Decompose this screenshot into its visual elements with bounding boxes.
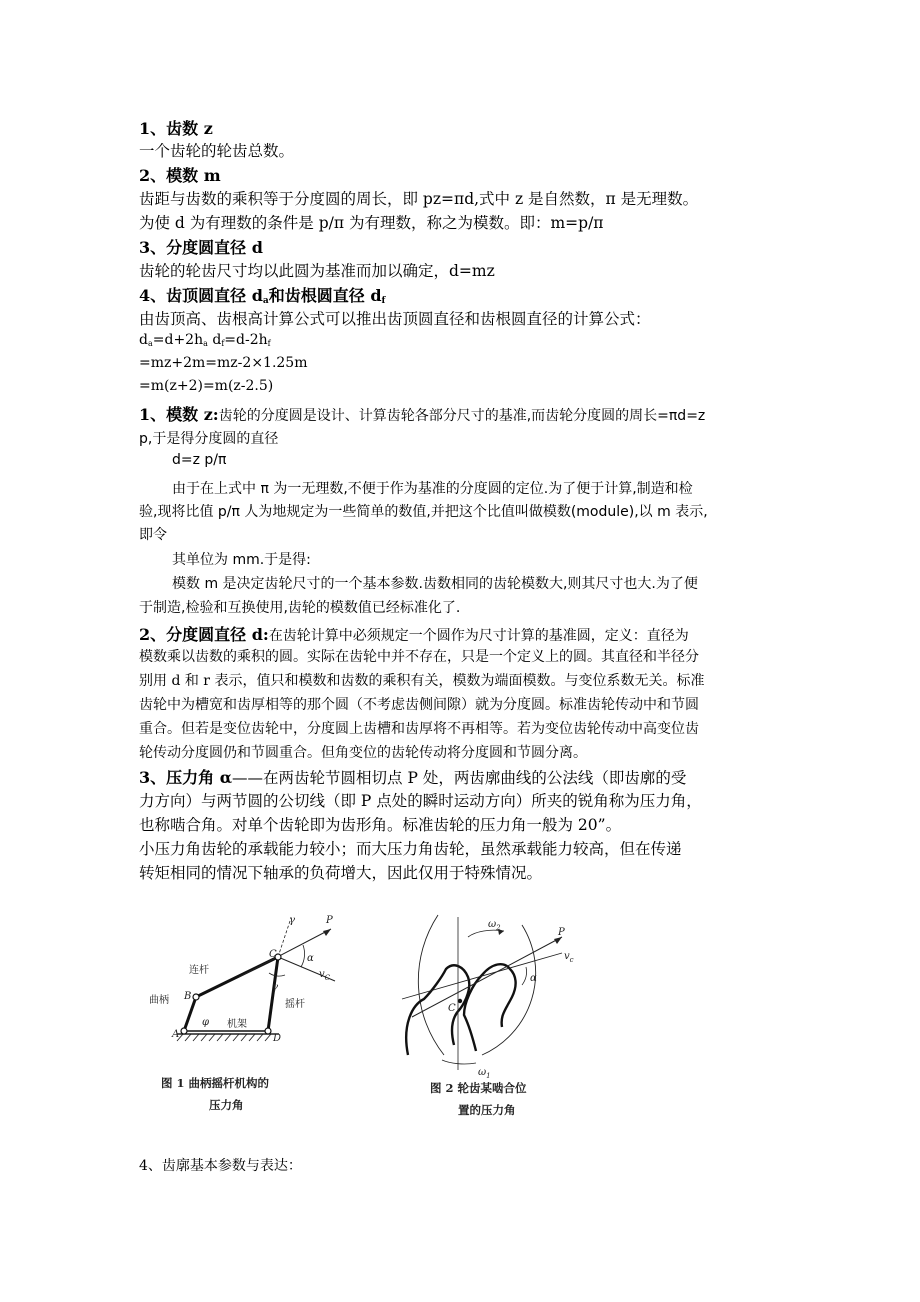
- formula-sub: f: [267, 339, 271, 348]
- crank-rocker-diagram: [139, 905, 363, 1055]
- alpha-arc: [301, 945, 305, 967]
- joint-d: [265, 1028, 271, 1034]
- formula-line-3: =m(z+2)=m(z-2.5): [139, 378, 274, 394]
- figure-crank-rocker: [139, 905, 363, 1143]
- module-paragraph-line-5: 即令: [139, 527, 167, 543]
- module-paragraph-line-7: 模数 m 是决定齿轮尺寸的一个基本参数.齿数相同的齿轮模数大,则其尺寸也大.为了便: [172, 576, 698, 592]
- figure-1-caption: [161, 1072, 269, 1116]
- gear-tooth-left: [406, 965, 469, 1055]
- label-omega2-main: ω: [488, 919, 497, 930]
- module-paragraph-line-2: p,于是得分度圆的直径: [139, 431, 279, 447]
- label-d: D: [273, 1033, 282, 1044]
- label-c: C: [269, 949, 277, 960]
- pitch-circle-line-6: 轮传动分度圆仍和节圆重合。但角变位的齿轮传动将分度圆和节圆分离。: [139, 745, 587, 761]
- formula-part: =d+2h: [152, 332, 204, 348]
- joint-a: [181, 1028, 187, 1034]
- label-vc-sub: C: [324, 974, 331, 982]
- pitch-circle-line-1: [139, 622, 689, 645]
- module-para-heading: 1、模数 z:: [139, 405, 219, 424]
- label-p: P: [326, 915, 333, 926]
- alpha-arc: [522, 967, 527, 985]
- label-frame: 机架: [227, 1019, 247, 1030]
- line-of-action: [412, 937, 562, 1017]
- label-p: P: [558, 927, 565, 938]
- pressure-angle-text: ——在两齿轮节圆相切点 P 处，两齿廓曲线的公法线（即齿廓的受: [232, 769, 687, 787]
- crank-link: [184, 997, 196, 1031]
- pitch-circle-line-4: 齿轮中为槽宽和齿厚相等的那个圆（不考虑齿侧间隙）就为分度圆。标准齿轮传动中和节圆: [139, 697, 699, 713]
- module-paragraph-line-4: 验,现将比值 p/π 人为地规定为一些简单的数值,并把这个比值叫做模数(module),以 m 表示,: [139, 504, 708, 520]
- joint-b: [193, 994, 199, 1000]
- heading-teeth-count: 1、齿数 z: [139, 119, 213, 138]
- pressure-angle-line-1: [139, 765, 686, 788]
- heading-sub-f: f: [381, 296, 386, 306]
- module-text-line-1: 齿距与齿数的乘积等于分度圆的周长，即 pz=πd,式中 z 是自然数，π 是无理数。: [139, 190, 699, 208]
- label-b: B: [184, 991, 192, 1002]
- heading-part: 和齿根圆直径 d: [268, 286, 382, 305]
- heading-tooth-profile: 4、齿廓基本参数与表达：: [139, 1158, 302, 1174]
- formula-line-2: =mz+2m=mz-2×1.25m: [139, 355, 308, 371]
- label-alpha: α: [530, 973, 537, 984]
- label-vc-main: v: [564, 951, 570, 962]
- heading-sub-a: a: [262, 296, 269, 306]
- pitch-diameter-text: 齿轮的轮齿尺寸均以此圆为基准而加以确定，d=mz: [139, 262, 495, 280]
- formula-part: d: [207, 332, 222, 348]
- pitch-circle-line-5: 重合。但若是变位齿轮中，分度圆上齿槽和齿厚将不再相等。若为变位齿轮传动中高变位齿: [139, 721, 699, 737]
- label-alpha: α: [307, 953, 314, 964]
- rocker-link: [268, 957, 278, 1031]
- label-c: C: [448, 1003, 456, 1014]
- gear-mesh-diagram: [372, 905, 590, 1080]
- figure-gear-mesh: [372, 905, 590, 1143]
- pressure-angle-line-2: 力方向）与两节圆的公切线（即 P 点处的瞬时运动方向）所夹的锐角称为压力角，: [139, 792, 702, 810]
- pitch-circle-left: [418, 915, 444, 1055]
- module-para-text: 齿轮的分度圆是设计、计算齿轮各部分尺寸的基准,而齿轮分度圆的周长=πd=z: [218, 408, 706, 424]
- label-vc-main: v: [319, 969, 325, 980]
- omega1-arc: [442, 1060, 476, 1064]
- module-paragraph-line-3: 由于在上式中 π 为一无理数,不便于作为基准的分度圆的定位.为了便于计算,制造和检: [172, 481, 693, 497]
- figure-2-caption-line-2: 置的压力角: [458, 1103, 516, 1117]
- formula-part: =d-2h: [224, 332, 268, 348]
- label-rocker: 摇杆: [285, 999, 305, 1010]
- velocity-line: [402, 953, 562, 999]
- label-coupler: 连杆: [189, 965, 209, 976]
- formula-line-1: [139, 332, 271, 348]
- formula-part: d: [139, 332, 148, 348]
- pressure-angle-line-4: 小压力角齿轮的承载能力较小；而大压力角齿轮，虽然承载能力较高，但在传递: [139, 840, 682, 858]
- teeth-count-definition: 一个齿轮的轮齿总数。: [139, 142, 295, 160]
- formula-sub: f: [221, 339, 225, 348]
- label-vc-sub: c: [569, 956, 574, 964]
- label-omega2-sub: 2: [496, 924, 501, 932]
- module-paragraph-line-8: 于制造,检验和互换使用,齿轮的模数值已经标准化了.: [139, 600, 461, 616]
- label-vc: [564, 951, 574, 964]
- label-vc: [319, 969, 331, 982]
- figure-1-caption-line-1: 图 1 曲柄摇杆机构的: [161, 1076, 270, 1090]
- heading-part: 4、齿顶圆直径 d: [139, 286, 263, 305]
- label-omega1-sub: 1: [486, 1072, 491, 1080]
- pitch-circle-line-3: 别用 d 和 r 表示，值只和模数和齿数的乘积有关，模数为端面模数。与变位系数无关。标准: [139, 673, 705, 689]
- tip-root-text: 由齿顶高、齿根高计算公式可以推出齿顶圆直径和齿根圆直径的计算公式：: [139, 310, 651, 328]
- label-omega1-main: ω: [478, 1067, 487, 1078]
- pitch-circle-line-2: 模数乘以齿数的乘积的圆。实际在齿轮中并不存在，只是一个定义上的圆。其直径和半径分: [139, 649, 699, 665]
- pressure-angle-line-3: 也称啮合角。对单个齿轮即为齿形角。标准齿轮的压力角一般为 20”。: [139, 816, 622, 834]
- heading-pitch-diameter: 3、分度圆直径 d: [139, 238, 263, 257]
- figure-2-caption: [430, 1077, 527, 1121]
- label-phi: φ: [202, 1017, 210, 1028]
- figure-2-caption-line-1: 图 2 轮齿某啮合位: [430, 1081, 527, 1095]
- module-paragraph-line-1: [139, 402, 705, 425]
- pressure-angle-heading: 3、压力角 α: [139, 768, 233, 787]
- heading-tip-root-diameter: [139, 283, 385, 306]
- label-a: A: [172, 1029, 180, 1040]
- formula-sub: a: [203, 339, 208, 348]
- formula-sub: a: [147, 339, 153, 348]
- label-crank: 曲柄: [149, 995, 169, 1006]
- label-gamma-top: γ: [289, 915, 295, 926]
- pitch-circle-text: 在齿轮计算中必须规定一个圆作为尺寸计算的基准圆，定义：直径为: [268, 628, 689, 644]
- label-gamma: γ: [272, 982, 278, 993]
- module-formula: d=z p/π: [172, 452, 227, 468]
- force-arrow-head: [323, 929, 331, 936]
- heading-module: 2、模数 m: [139, 166, 221, 185]
- module-paragraph-line-6: 其单位为 mm.于是得:: [172, 552, 311, 568]
- line-of-action-arrow: [554, 937, 562, 944]
- module-text-line-2: 为使 d 为有理数的条件是 p/π 为有理数，称之为模数。即：m=p/π: [139, 214, 604, 232]
- contact-point: [458, 999, 462, 1003]
- pressure-angle-line-5: 转矩相同的情况下轴承的负荷增大，因此仅用于特殊情况。: [139, 864, 543, 882]
- figure-1-caption-line-2: 压力角: [209, 1098, 244, 1112]
- pitch-circle-right: [482, 925, 536, 1055]
- pitch-circle-heading: 2、分度圆直径 d:: [139, 625, 269, 644]
- ground-hatch: [177, 1034, 271, 1041]
